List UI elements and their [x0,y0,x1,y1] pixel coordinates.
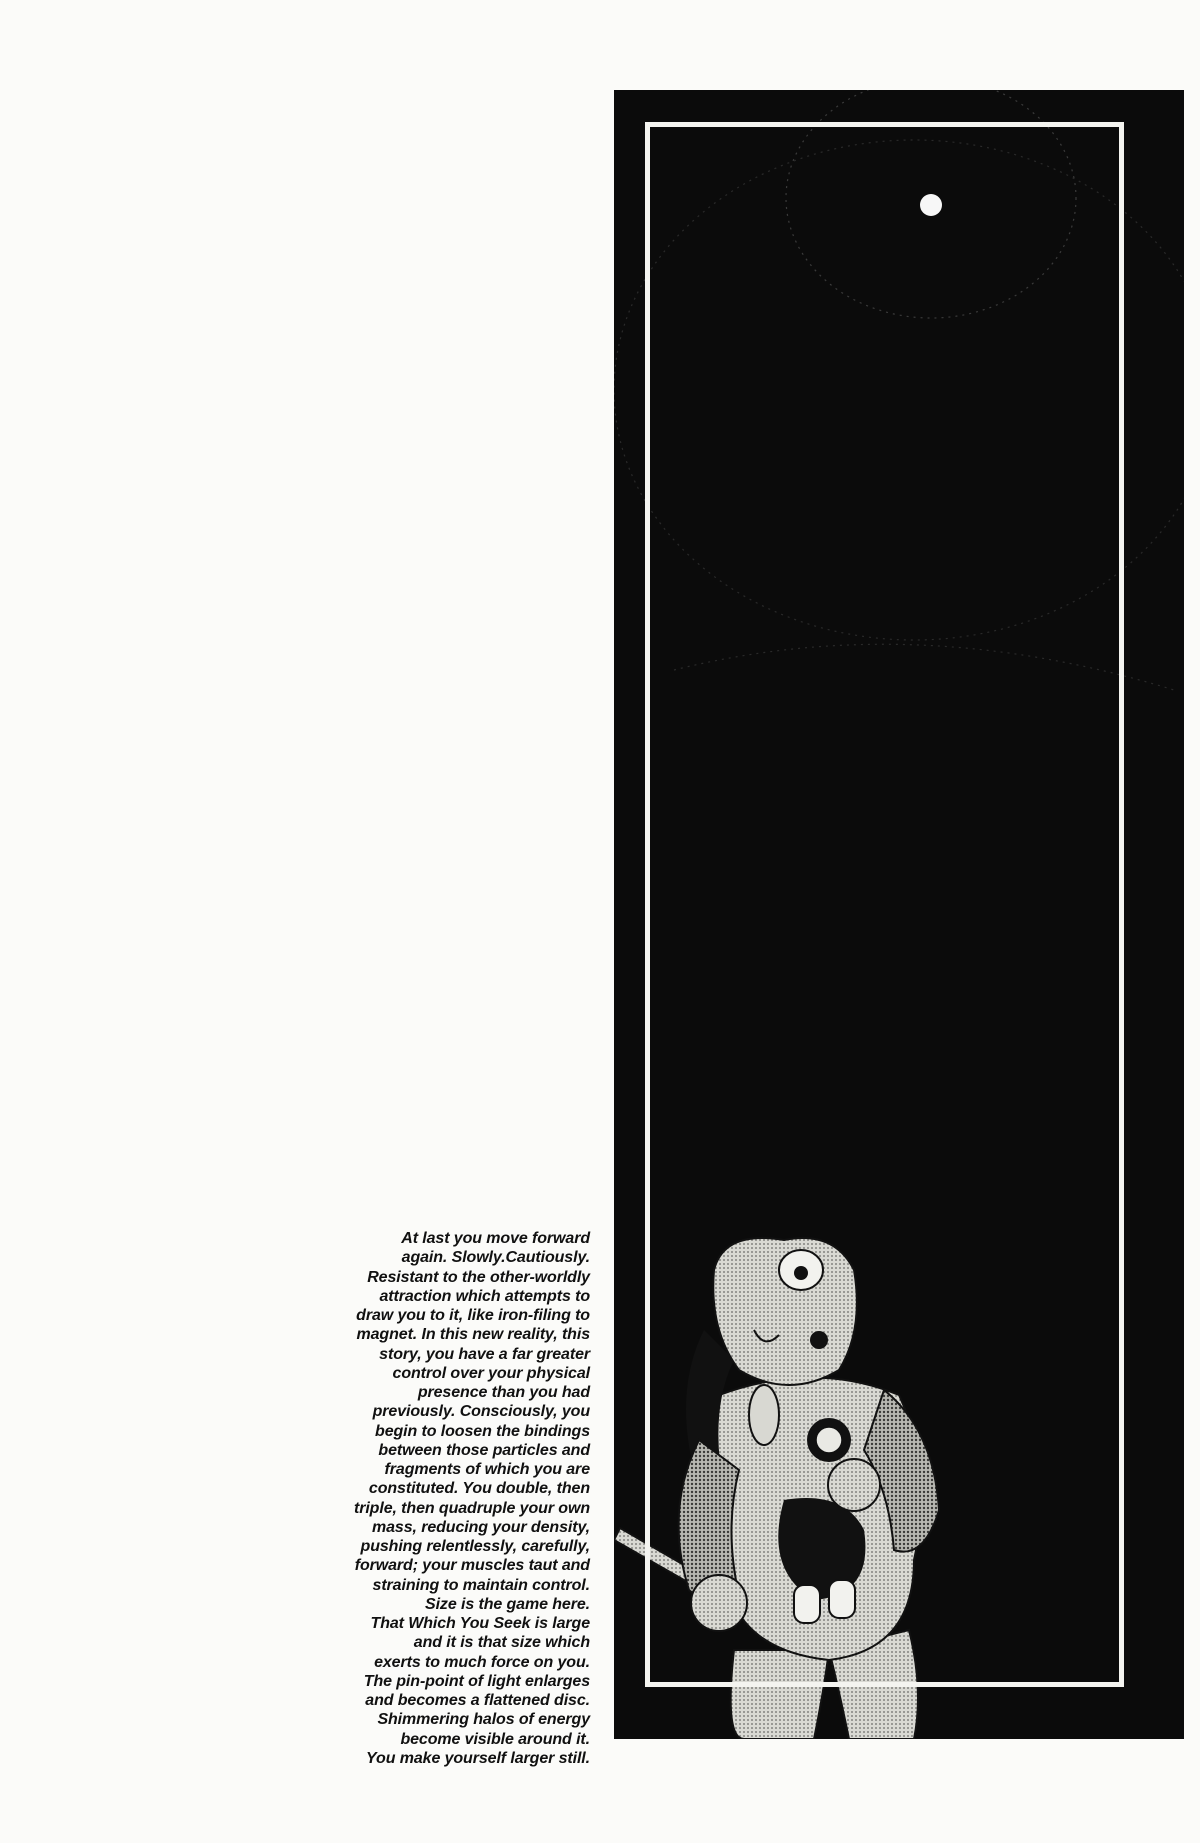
comic-panel [614,90,1184,1739]
narration-caption: At last you move forward again. Slowly.Cautiously. Resistant to the other-worldly attraction which attempts to draw you to it, like iron-filing to magnet. In this new reality, this story, you have a far greater control over your physical presence than you had previously. Consciously, you begin to loosen the bindings between those particles and fragments of which you are constituted. You double, then triple, then quadruple your own mass, reducing your density, pushing relentlessly, carefully, forward; your muscles taut and straining to maintain control. Size is the game here. That Which You Seek is large and it is that size which exerts to much force on you. The pin-point of light enlarges and becomes a flattened disc. Shimmering halos of energy become visible around it. You make yourself larger still. [353,1230,590,1767]
panel-frame [645,122,1124,1687]
